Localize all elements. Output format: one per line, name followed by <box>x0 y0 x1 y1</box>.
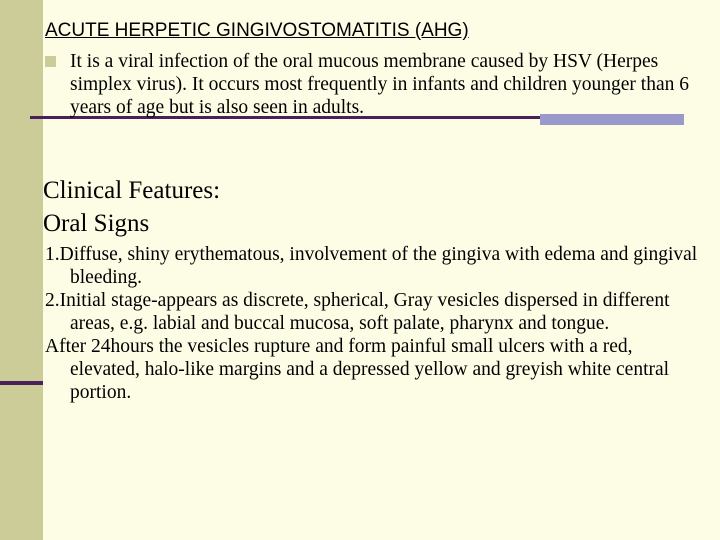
list-item: 2.Initial stage-appears as discrete, spherical, Gray vesicles dispersed in different areas, e.g. labial and buccal mucosa, soft palate, pharynx and tongue. <box>45 290 670 334</box>
side-decoration-bar <box>0 0 43 540</box>
slide-title: ACUTE HERPETIC GINGIVOSTOMATITIS (AHG) <box>45 20 469 41</box>
list-item: 1.Diffuse, shiny erythematous, involvement of the gingiva with edema and gingival bleeding. <box>45 244 698 288</box>
square-bullet-icon <box>45 56 56 67</box>
side-accent-line <box>0 381 43 385</box>
oral-signs-heading: Oral Signs <box>43 210 150 237</box>
clinical-features-heading: Clinical Features: <box>43 177 221 204</box>
oral-signs-list <box>45 243 705 404</box>
intro-bullet <box>45 50 695 119</box>
intro-text: It is a viral infection of the oral mucous membrane caused by HSV (Herpes simplex virus). It occurs most frequently in infants and children younger than 6 years of age but is also seen in adults. <box>70 51 689 118</box>
list-item: After 24hours the vesicles rupture and form painful small ulcers with a red, elevated, halo-like margins and a depressed yellow and greyish white central portion. <box>45 336 670 403</box>
